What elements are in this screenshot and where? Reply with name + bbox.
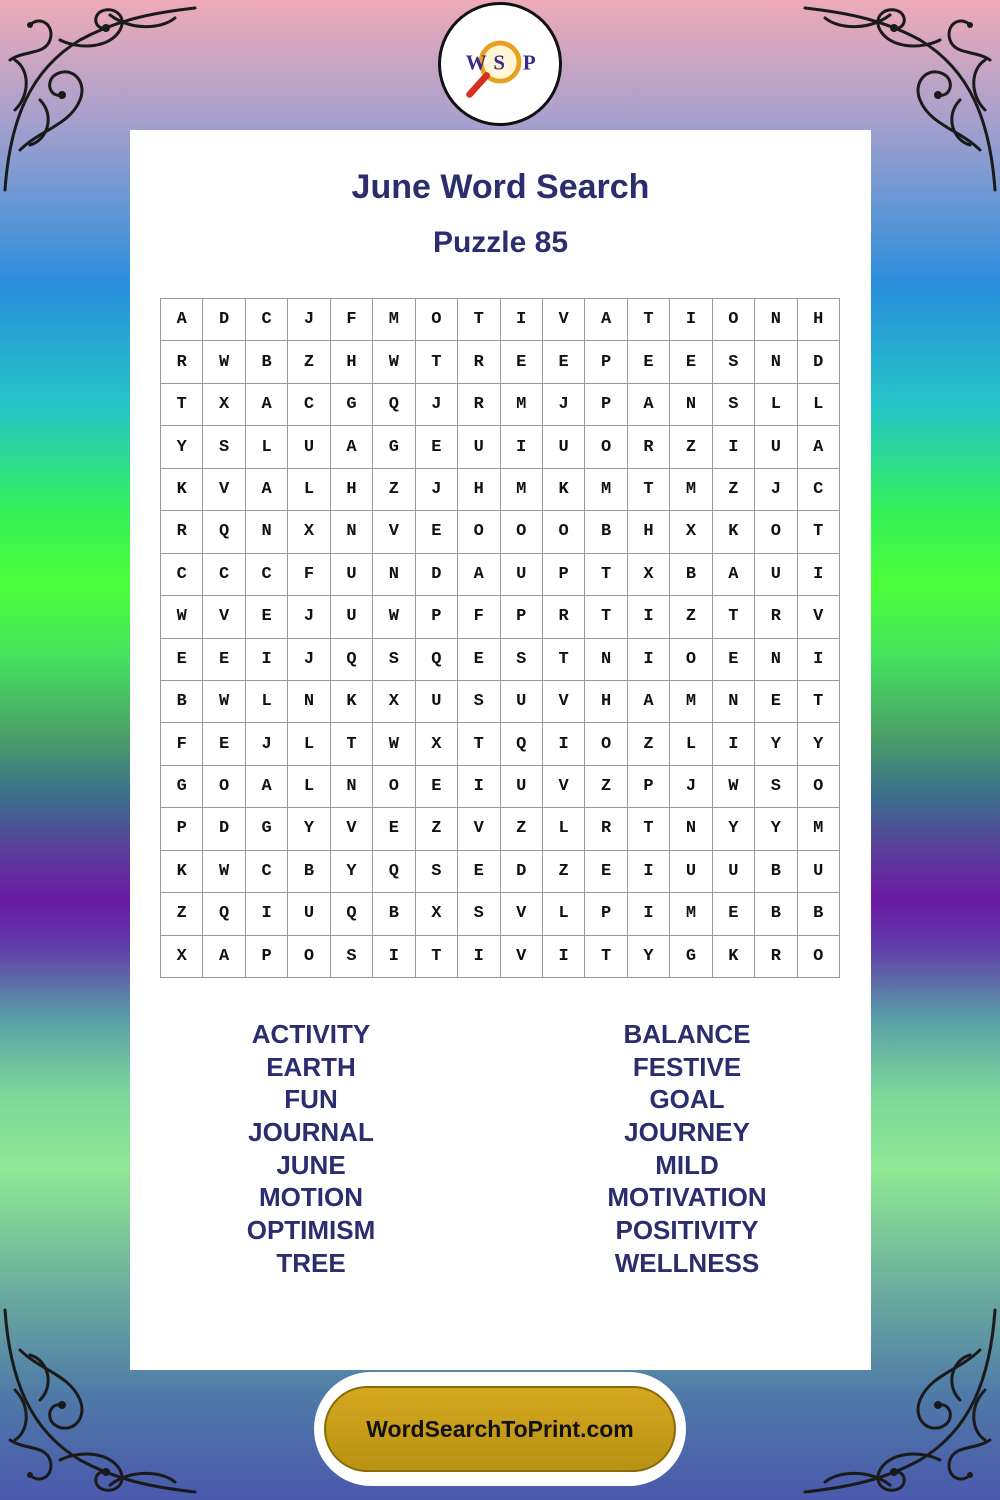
grid-cell[interactable]: O (798, 766, 840, 808)
grid-cell[interactable]: A (161, 299, 203, 341)
grid-cell[interactable]: B (755, 893, 797, 935)
grid-cell[interactable]: Y (798, 723, 840, 765)
grid-cell[interactable]: B (246, 341, 288, 383)
grid-cell[interactable]: V (458, 808, 500, 850)
grid-cell[interactable]: W (161, 596, 203, 638)
grid-cell[interactable]: T (458, 723, 500, 765)
grid-cell[interactable]: J (416, 384, 458, 426)
grid-cell[interactable]: G (246, 808, 288, 850)
grid-cell[interactable]: J (755, 469, 797, 511)
grid-cell[interactable]: G (373, 426, 415, 468)
grid-cell[interactable]: O (713, 299, 755, 341)
grid-cell[interactable]: Y (713, 808, 755, 850)
grid-cell[interactable]: U (713, 851, 755, 893)
grid-cell[interactable]: J (288, 299, 330, 341)
grid-cell[interactable]: R (161, 341, 203, 383)
grid-cell[interactable]: I (458, 766, 500, 808)
grid-cell[interactable]: T (416, 341, 458, 383)
grid-cell[interactable]: J (543, 384, 585, 426)
grid-cell[interactable]: L (755, 384, 797, 426)
grid-cell[interactable]: E (161, 639, 203, 681)
grid-cell[interactable]: E (416, 511, 458, 553)
grid-cell[interactable]: A (458, 554, 500, 596)
grid-cell[interactable]: L (288, 469, 330, 511)
grid-cell[interactable]: I (670, 299, 712, 341)
grid-cell[interactable]: O (373, 766, 415, 808)
grid-cell[interactable]: W (713, 766, 755, 808)
grid-cell[interactable]: M (501, 469, 543, 511)
grid-cell[interactable]: L (246, 426, 288, 468)
grid-cell[interactable]: C (288, 384, 330, 426)
grid-cell[interactable]: Z (628, 723, 670, 765)
grid-cell[interactable]: A (246, 766, 288, 808)
grid-cell[interactable]: N (755, 341, 797, 383)
logo-letter-s: S (493, 50, 505, 75)
grid-cell[interactable]: U (543, 426, 585, 468)
grid-cell[interactable]: H (628, 511, 670, 553)
grid-cell[interactable]: V (798, 596, 840, 638)
grid-cell[interactable]: M (501, 384, 543, 426)
grid-cell[interactable]: Y (161, 426, 203, 468)
grid-cell[interactable]: T (416, 936, 458, 978)
grid-cell[interactable]: R (755, 596, 797, 638)
grid-cell[interactable]: Z (543, 851, 585, 893)
grid-cell[interactable]: O (203, 766, 245, 808)
grid-cell[interactable]: Z (670, 596, 712, 638)
grid-cell[interactable]: Y (331, 851, 373, 893)
grid-cell[interactable]: L (543, 893, 585, 935)
grid-cell[interactable]: W (203, 341, 245, 383)
grid-cell[interactable]: A (628, 681, 670, 723)
grid-cell[interactable]: B (373, 893, 415, 935)
grid-cell[interactable]: Y (755, 808, 797, 850)
puzzle-number: Puzzle 85 (432, 226, 569, 259)
grid-cell[interactable]: P (585, 893, 627, 935)
grid-cell[interactable]: V (203, 596, 245, 638)
footer-badge (314, 1372, 686, 1486)
grid-cell[interactable]: D (798, 341, 840, 383)
grid-cell[interactable]: R (458, 341, 500, 383)
grid-cell[interactable]: X (161, 936, 203, 978)
search-word: MOTIVATION (607, 1182, 767, 1213)
grid-cell[interactable]: I (501, 299, 543, 341)
grid-cell[interactable]: K (161, 851, 203, 893)
search-word: ACTIVITY (251, 1019, 371, 1049)
grid-cell[interactable]: T (628, 299, 670, 341)
grid-cell[interactable]: U (331, 596, 373, 638)
grid-cell[interactable]: Z (416, 808, 458, 850)
grid-cell[interactable]: E (458, 639, 500, 681)
grid-cell[interactable]: O (543, 511, 585, 553)
grid-cell[interactable]: H (331, 469, 373, 511)
grid-cell[interactable]: J (670, 766, 712, 808)
search-word: TREE (276, 1247, 346, 1278)
grid-cell[interactable]: C (798, 469, 840, 511)
search-word: JOURNEY (624, 1117, 750, 1148)
grid-cell[interactable]: C (246, 851, 288, 893)
grid-cell[interactable]: K (713, 936, 755, 978)
grid-cell[interactable]: H (458, 469, 500, 511)
grid-cell[interactable]: Q (203, 511, 245, 553)
grid-cell[interactable]: X (628, 554, 670, 596)
search-word: FESTIVE (632, 1051, 742, 1082)
grid-cell[interactable]: U (798, 851, 840, 893)
grid-cell[interactable]: U (501, 554, 543, 596)
grid-cell[interactable]: T (585, 596, 627, 638)
grid-cell[interactable]: C (246, 554, 288, 596)
grid-cell[interactable]: E (713, 639, 755, 681)
grid-cell[interactable]: Q (331, 639, 373, 681)
grid-cell[interactable]: Q (373, 384, 415, 426)
search-word: WELLNESS (614, 1247, 760, 1278)
grid-cell[interactable]: V (331, 808, 373, 850)
grid-cell[interactable]: Z (585, 766, 627, 808)
grid-cell[interactable]: S (203, 426, 245, 468)
puzzle-title: June Word Search (351, 168, 650, 206)
grid-cell[interactable]: E (416, 426, 458, 468)
grid-cell[interactable]: N (670, 384, 712, 426)
grid-cell[interactable]: A (585, 299, 627, 341)
grid-cell[interactable]: O (585, 723, 627, 765)
search-word: JOURNAL (248, 1117, 374, 1148)
grid-cell[interactable]: E (246, 596, 288, 638)
grid-cell[interactable]: I (501, 426, 543, 468)
magnifier-logo-icon (441, 5, 559, 123)
grid-cell[interactable]: V (543, 299, 585, 341)
grid-cell[interactable]: D (416, 554, 458, 596)
grid-cell[interactable]: T (798, 511, 840, 553)
grid-cell[interactable]: M (798, 808, 840, 850)
grid-cell[interactable]: N (755, 639, 797, 681)
search-word: GOAL (649, 1084, 725, 1115)
grid-cell[interactable]: I (798, 639, 840, 681)
grid-cell[interactable]: B (798, 893, 840, 935)
grid-cell[interactable]: V (543, 681, 585, 723)
grid-cell[interactable]: P (585, 341, 627, 383)
grid-cell[interactable]: E (458, 851, 500, 893)
grid-cell[interactable]: N (373, 554, 415, 596)
grid-cell[interactable]: N (670, 808, 712, 850)
grid-cell[interactable]: V (543, 766, 585, 808)
grid-cell[interactable]: E (501, 341, 543, 383)
grid-cell[interactable]: R (755, 936, 797, 978)
grid-cell[interactable]: G (161, 766, 203, 808)
grid-cell[interactable]: Q (331, 893, 373, 935)
grid-cell[interactable]: B (161, 681, 203, 723)
grid-cell[interactable]: O (798, 936, 840, 978)
grid-cell[interactable]: O (501, 511, 543, 553)
grid-cell[interactable]: E (416, 766, 458, 808)
grid-cell[interactable]: R (585, 808, 627, 850)
search-word: MOTION (259, 1182, 363, 1213)
grid-cell[interactable]: F (458, 596, 500, 638)
grid-cell[interactable]: O (585, 426, 627, 468)
grid-cell[interactable]: I (543, 936, 585, 978)
grid-cell[interactable]: L (670, 723, 712, 765)
grid-cell[interactable]: U (458, 426, 500, 468)
grid-cell[interactable]: F (161, 723, 203, 765)
grid-cell[interactable]: A (203, 936, 245, 978)
grid-cell[interactable]: I (543, 723, 585, 765)
grid-cell[interactable]: F (288, 554, 330, 596)
grid-cell[interactable]: L (798, 384, 840, 426)
grid-cell[interactable]: E (628, 341, 670, 383)
grid-cell[interactable]: J (246, 723, 288, 765)
grid-cell[interactable]: E (203, 639, 245, 681)
grid-cell[interactable]: I (628, 893, 670, 935)
grid-cell[interactable]: I (373, 936, 415, 978)
grid-cell[interactable]: T (543, 639, 585, 681)
grid-cell[interactable]: T (331, 723, 373, 765)
grid-cell[interactable]: Q (416, 639, 458, 681)
grid-cell[interactable]: Y (288, 808, 330, 850)
grid-cell[interactable]: M (585, 469, 627, 511)
grid-cell[interactable]: P (501, 596, 543, 638)
grid-cell[interactable]: J (416, 469, 458, 511)
search-word: BALANCE (623, 1019, 751, 1049)
grid-cell[interactable]: N (331, 511, 373, 553)
wsp-logo[interactable] (438, 2, 562, 126)
grid-cell[interactable]: M (670, 893, 712, 935)
grid-cell[interactable]: D (203, 808, 245, 850)
grid-cell[interactable]: Z (670, 426, 712, 468)
grid-cell[interactable]: X (670, 511, 712, 553)
grid-cell[interactable]: A (246, 469, 288, 511)
grid-cell[interactable]: T (458, 299, 500, 341)
grid-cell[interactable]: T (713, 596, 755, 638)
grid-cell[interactable]: M (373, 299, 415, 341)
search-word: EARTH (266, 1051, 356, 1082)
grid-cell[interactable]: P (246, 936, 288, 978)
grid-cell[interactable]: O (288, 936, 330, 978)
grid-cell[interactable]: N (331, 766, 373, 808)
grid-cell[interactable]: U (501, 681, 543, 723)
grid-cell[interactable]: F (331, 299, 373, 341)
grid-cell[interactable]: N (755, 299, 797, 341)
grid-cell[interactable]: S (501, 639, 543, 681)
search-word: POSITIVITY (615, 1215, 759, 1246)
grid-cell[interactable]: M (670, 681, 712, 723)
grid-cell[interactable]: W (373, 723, 415, 765)
logo-letter-w: W (465, 50, 487, 75)
grid-cell[interactable]: I (798, 554, 840, 596)
grid-cell[interactable]: Z (161, 893, 203, 935)
word-list-right-column (537, 1018, 837, 1280)
grid-cell[interactable]: J (288, 596, 330, 638)
grid-cell[interactable]: X (416, 893, 458, 935)
grid-cell[interactable]: I (628, 596, 670, 638)
grid-cell[interactable]: D (501, 851, 543, 893)
grid-cell[interactable]: S (373, 639, 415, 681)
grid-cell[interactable]: C (246, 299, 288, 341)
grid-cell[interactable]: U (288, 893, 330, 935)
grid-cell[interactable]: Z (288, 341, 330, 383)
grid-cell[interactable]: Q (203, 893, 245, 935)
grid-cell[interactable]: S (331, 936, 373, 978)
grid-cell[interactable]: N (246, 511, 288, 553)
grid-cell[interactable]: B (585, 511, 627, 553)
grid-cell[interactable]: U (755, 426, 797, 468)
grid-cell[interactable]: I (458, 936, 500, 978)
grid-cell[interactable]: Z (373, 469, 415, 511)
word-list-left-column (161, 1018, 461, 1280)
grid-cell[interactable]: G (670, 936, 712, 978)
grid-cell[interactable]: E (670, 341, 712, 383)
grid-cell[interactable]: A (713, 554, 755, 596)
grid-cell[interactable]: E (373, 808, 415, 850)
grid-cell[interactable]: M (670, 469, 712, 511)
grid-cell[interactable]: P (543, 554, 585, 596)
grid-cell[interactable]: N (713, 681, 755, 723)
grid-cell[interactable]: K (331, 681, 373, 723)
puzzle-sheet (130, 130, 871, 1370)
grid-cell[interactable]: E (585, 851, 627, 893)
grid-cell[interactable]: S (755, 766, 797, 808)
grid-cell[interactable]: W (373, 596, 415, 638)
grid-cell[interactable]: R (161, 511, 203, 553)
grid-cell[interactable]: X (288, 511, 330, 553)
grid-cell[interactable]: H (585, 681, 627, 723)
grid-cell[interactable]: V (373, 511, 415, 553)
grid-cell[interactable]: U (670, 851, 712, 893)
grid-cell[interactable]: U (501, 766, 543, 808)
grid-cell[interactable]: B (670, 554, 712, 596)
grid-cell[interactable]: K (161, 469, 203, 511)
grid-cell[interactable]: V (203, 469, 245, 511)
grid-cell[interactable]: V (501, 893, 543, 935)
grid-cell[interactable]: P (416, 596, 458, 638)
grid-cell[interactable]: I (628, 851, 670, 893)
grid-cell[interactable]: A (246, 384, 288, 426)
grid-cell[interactable]: I (628, 639, 670, 681)
grid-cell[interactable]: Z (713, 469, 755, 511)
grid-cell[interactable]: O (416, 299, 458, 341)
grid-cell[interactable]: I (713, 723, 755, 765)
grid-cell[interactable]: O (755, 511, 797, 553)
grid-cell[interactable]: H (331, 341, 373, 383)
grid-cell[interactable]: P (585, 384, 627, 426)
grid-cell[interactable]: E (755, 681, 797, 723)
grid-cell[interactable]: N (288, 681, 330, 723)
grid-cell[interactable]: V (501, 936, 543, 978)
grid-cell[interactable]: U (288, 426, 330, 468)
grid-cell[interactable]: I (246, 893, 288, 935)
grid-cell[interactable]: W (203, 681, 245, 723)
grid-cell[interactable]: O (458, 511, 500, 553)
grid-cell[interactable]: J (288, 639, 330, 681)
grid-cell[interactable]: T (798, 681, 840, 723)
grid-cell[interactable]: A (798, 426, 840, 468)
letter-grid (160, 298, 840, 978)
grid-cell[interactable]: Z (501, 808, 543, 850)
grid-cell[interactable]: E (543, 341, 585, 383)
grid-cell[interactable]: K (543, 469, 585, 511)
search-word: JUNE (276, 1149, 346, 1180)
grid-cell[interactable]: L (543, 808, 585, 850)
grid-cell[interactable]: T (628, 808, 670, 850)
search-word: FUN (284, 1084, 338, 1115)
grid-cell[interactable]: C (203, 554, 245, 596)
grid-cell[interactable]: S (713, 384, 755, 426)
grid-cell[interactable]: X (416, 723, 458, 765)
logo-letter-p: P (522, 50, 536, 75)
grid-cell[interactable]: U (755, 554, 797, 596)
grid-cell[interactable]: W (203, 851, 245, 893)
grid-cell[interactable]: E (713, 893, 755, 935)
grid-cell[interactable]: T (628, 469, 670, 511)
grid-cell[interactable]: K (713, 511, 755, 553)
grid-cell[interactable]: X (373, 681, 415, 723)
grid-cell[interactable]: S (458, 893, 500, 935)
grid-cell[interactable]: O (670, 639, 712, 681)
grid-cell[interactable]: D (203, 299, 245, 341)
site-link[interactable]: WordSearchToPrint.com (324, 1386, 676, 1472)
grid-cell[interactable]: P (161, 808, 203, 850)
grid-cell[interactable]: Q (373, 851, 415, 893)
grid-cell[interactable]: L (288, 766, 330, 808)
grid-cell[interactable]: R (628, 426, 670, 468)
grid-cell[interactable]: S (416, 851, 458, 893)
grid-cell[interactable]: X (203, 384, 245, 426)
search-word: MILD (655, 1149, 719, 1180)
grid-cell[interactable]: U (416, 681, 458, 723)
grid-cell[interactable]: U (331, 554, 373, 596)
grid-cell[interactable]: I (713, 426, 755, 468)
grid-cell[interactable]: G (331, 384, 373, 426)
grid-cell[interactable]: P (628, 766, 670, 808)
grid-cell[interactable]: H (798, 299, 840, 341)
grid-cell[interactable]: B (755, 851, 797, 893)
grid-cell[interactable]: A (331, 426, 373, 468)
grid-cell[interactable]: S (713, 341, 755, 383)
grid-cell[interactable]: R (543, 596, 585, 638)
grid-cell[interactable]: B (288, 851, 330, 893)
grid-cell[interactable]: A (628, 384, 670, 426)
grid-cell[interactable]: T (585, 936, 627, 978)
grid-cell[interactable]: R (458, 384, 500, 426)
grid-cell[interactable]: Y (628, 936, 670, 978)
grid-cell[interactable]: T (585, 554, 627, 596)
grid-cell[interactable]: E (203, 723, 245, 765)
search-word: OPTIMISM (246, 1215, 376, 1246)
grid-cell[interactable]: N (585, 639, 627, 681)
grid-cell[interactable]: S (458, 681, 500, 723)
grid-cell[interactable]: C (161, 554, 203, 596)
grid-cell[interactable]: T (161, 384, 203, 426)
grid-cell[interactable]: W (373, 341, 415, 383)
grid-cell[interactable]: I (246, 639, 288, 681)
grid-cell[interactable]: Q (501, 723, 543, 765)
grid-cell[interactable]: L (246, 681, 288, 723)
grid-cell[interactable]: Y (755, 723, 797, 765)
grid-cell[interactable]: L (288, 723, 330, 765)
